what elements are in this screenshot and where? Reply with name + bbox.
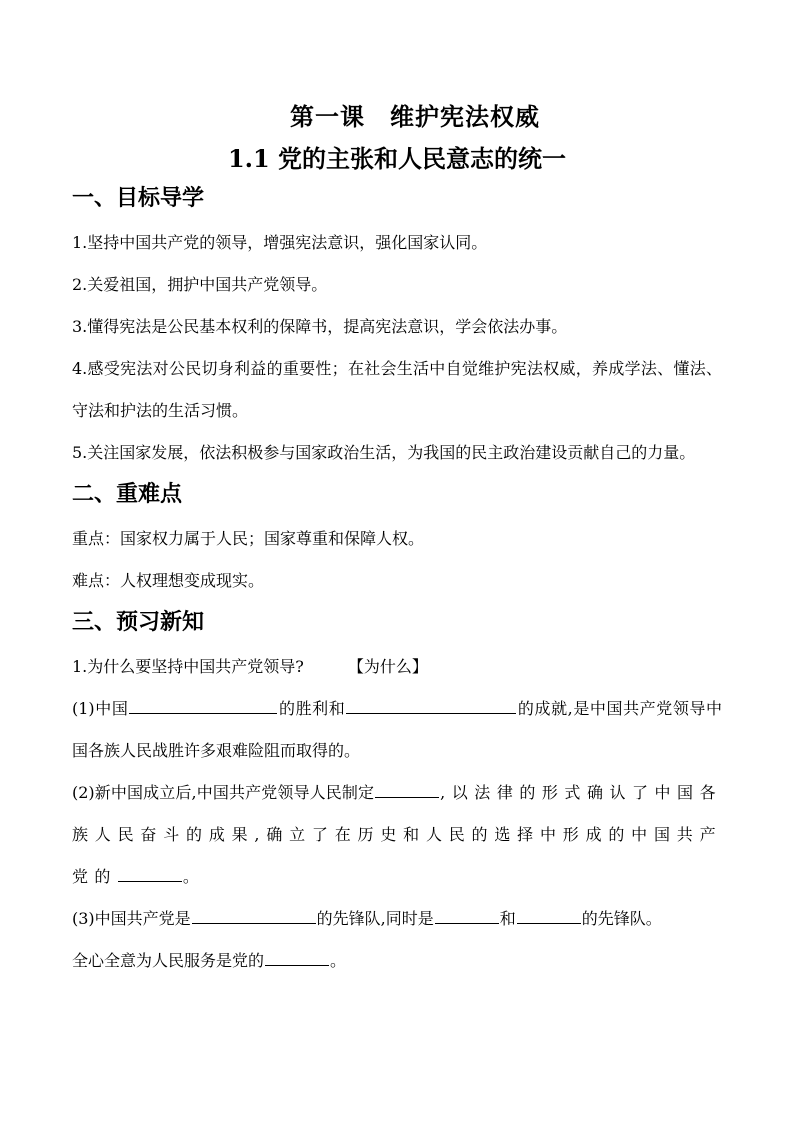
fill-paragraph-2: (2)新中国成立后,中国共产党领导人民制定 ,以法律的形式确认了中国各族人民奋斗的成果,确立了在历史和人民的选择中形成的中国共产党的 。	[72, 772, 722, 898]
question-1-tag: 【为什么】	[347, 657, 428, 676]
lesson-subtitle: 1.1 党的主张和人民意志的统一	[227, 144, 567, 173]
key-point: 重点：国家权力属于人民；国家尊重和保障人权。	[72, 529, 425, 548]
answer-blank[interactable]	[346, 695, 516, 714]
goal-item-5: 5.关注国家发展，依法积极参与国家政治生活，为我国的民主政治建设贡献自己的力量。	[72, 443, 696, 462]
goal-item-2: 2.关爱祖国，拥护中国共产党领导。	[72, 275, 328, 294]
lesson-title: 第一课 维护宪法权威	[290, 102, 540, 131]
section-heading-key-points: 二、重难点	[72, 482, 183, 507]
question-1	[72, 646, 722, 688]
answer-blank[interactable]	[129, 695, 277, 714]
answer-blank[interactable]	[192, 905, 316, 924]
goal-item-1: 1.坚持中国共产党的领导，增强宪法意识，强化国家认同。	[72, 233, 488, 252]
difficult-point: 难点：人权理想变成现实。	[72, 571, 265, 590]
answer-blank[interactable]	[118, 863, 182, 882]
fill-paragraph-3: (3)中国共产党是 的先锋队,同时是 和 的先锋队。	[72, 898, 722, 940]
section-heading-goals: 一、目标导学	[72, 186, 205, 211]
answer-blank[interactable]	[375, 779, 439, 798]
answer-blank[interactable]	[435, 905, 499, 924]
goal-item-4: 4.感受宪法对公民切身利益的重要性；在社会生活中自觉维护宪法权威，养成学法、懂法、守法和护法的生活习惯。	[72, 359, 722, 420]
fill-paragraph-4: 全心全意为人民服务是党的 。	[72, 940, 722, 982]
answer-blank[interactable]	[265, 947, 329, 966]
section-heading-preview: 三、预习新知	[72, 610, 205, 635]
answer-blank[interactable]	[517, 905, 581, 924]
goal-item-3: 3.懂得宪法是公民基本权利的保障书，提高宪法意识，学会依法办事。	[72, 317, 568, 336]
question-1-text: 1.为什么要坚持中国共产党领导?	[72, 657, 304, 676]
fill-paragraph-1: (1)中国 的胜利和 的成就,是中国共产党领导中国各族人民战胜许多艰难险阻而取得的。	[72, 688, 722, 772]
